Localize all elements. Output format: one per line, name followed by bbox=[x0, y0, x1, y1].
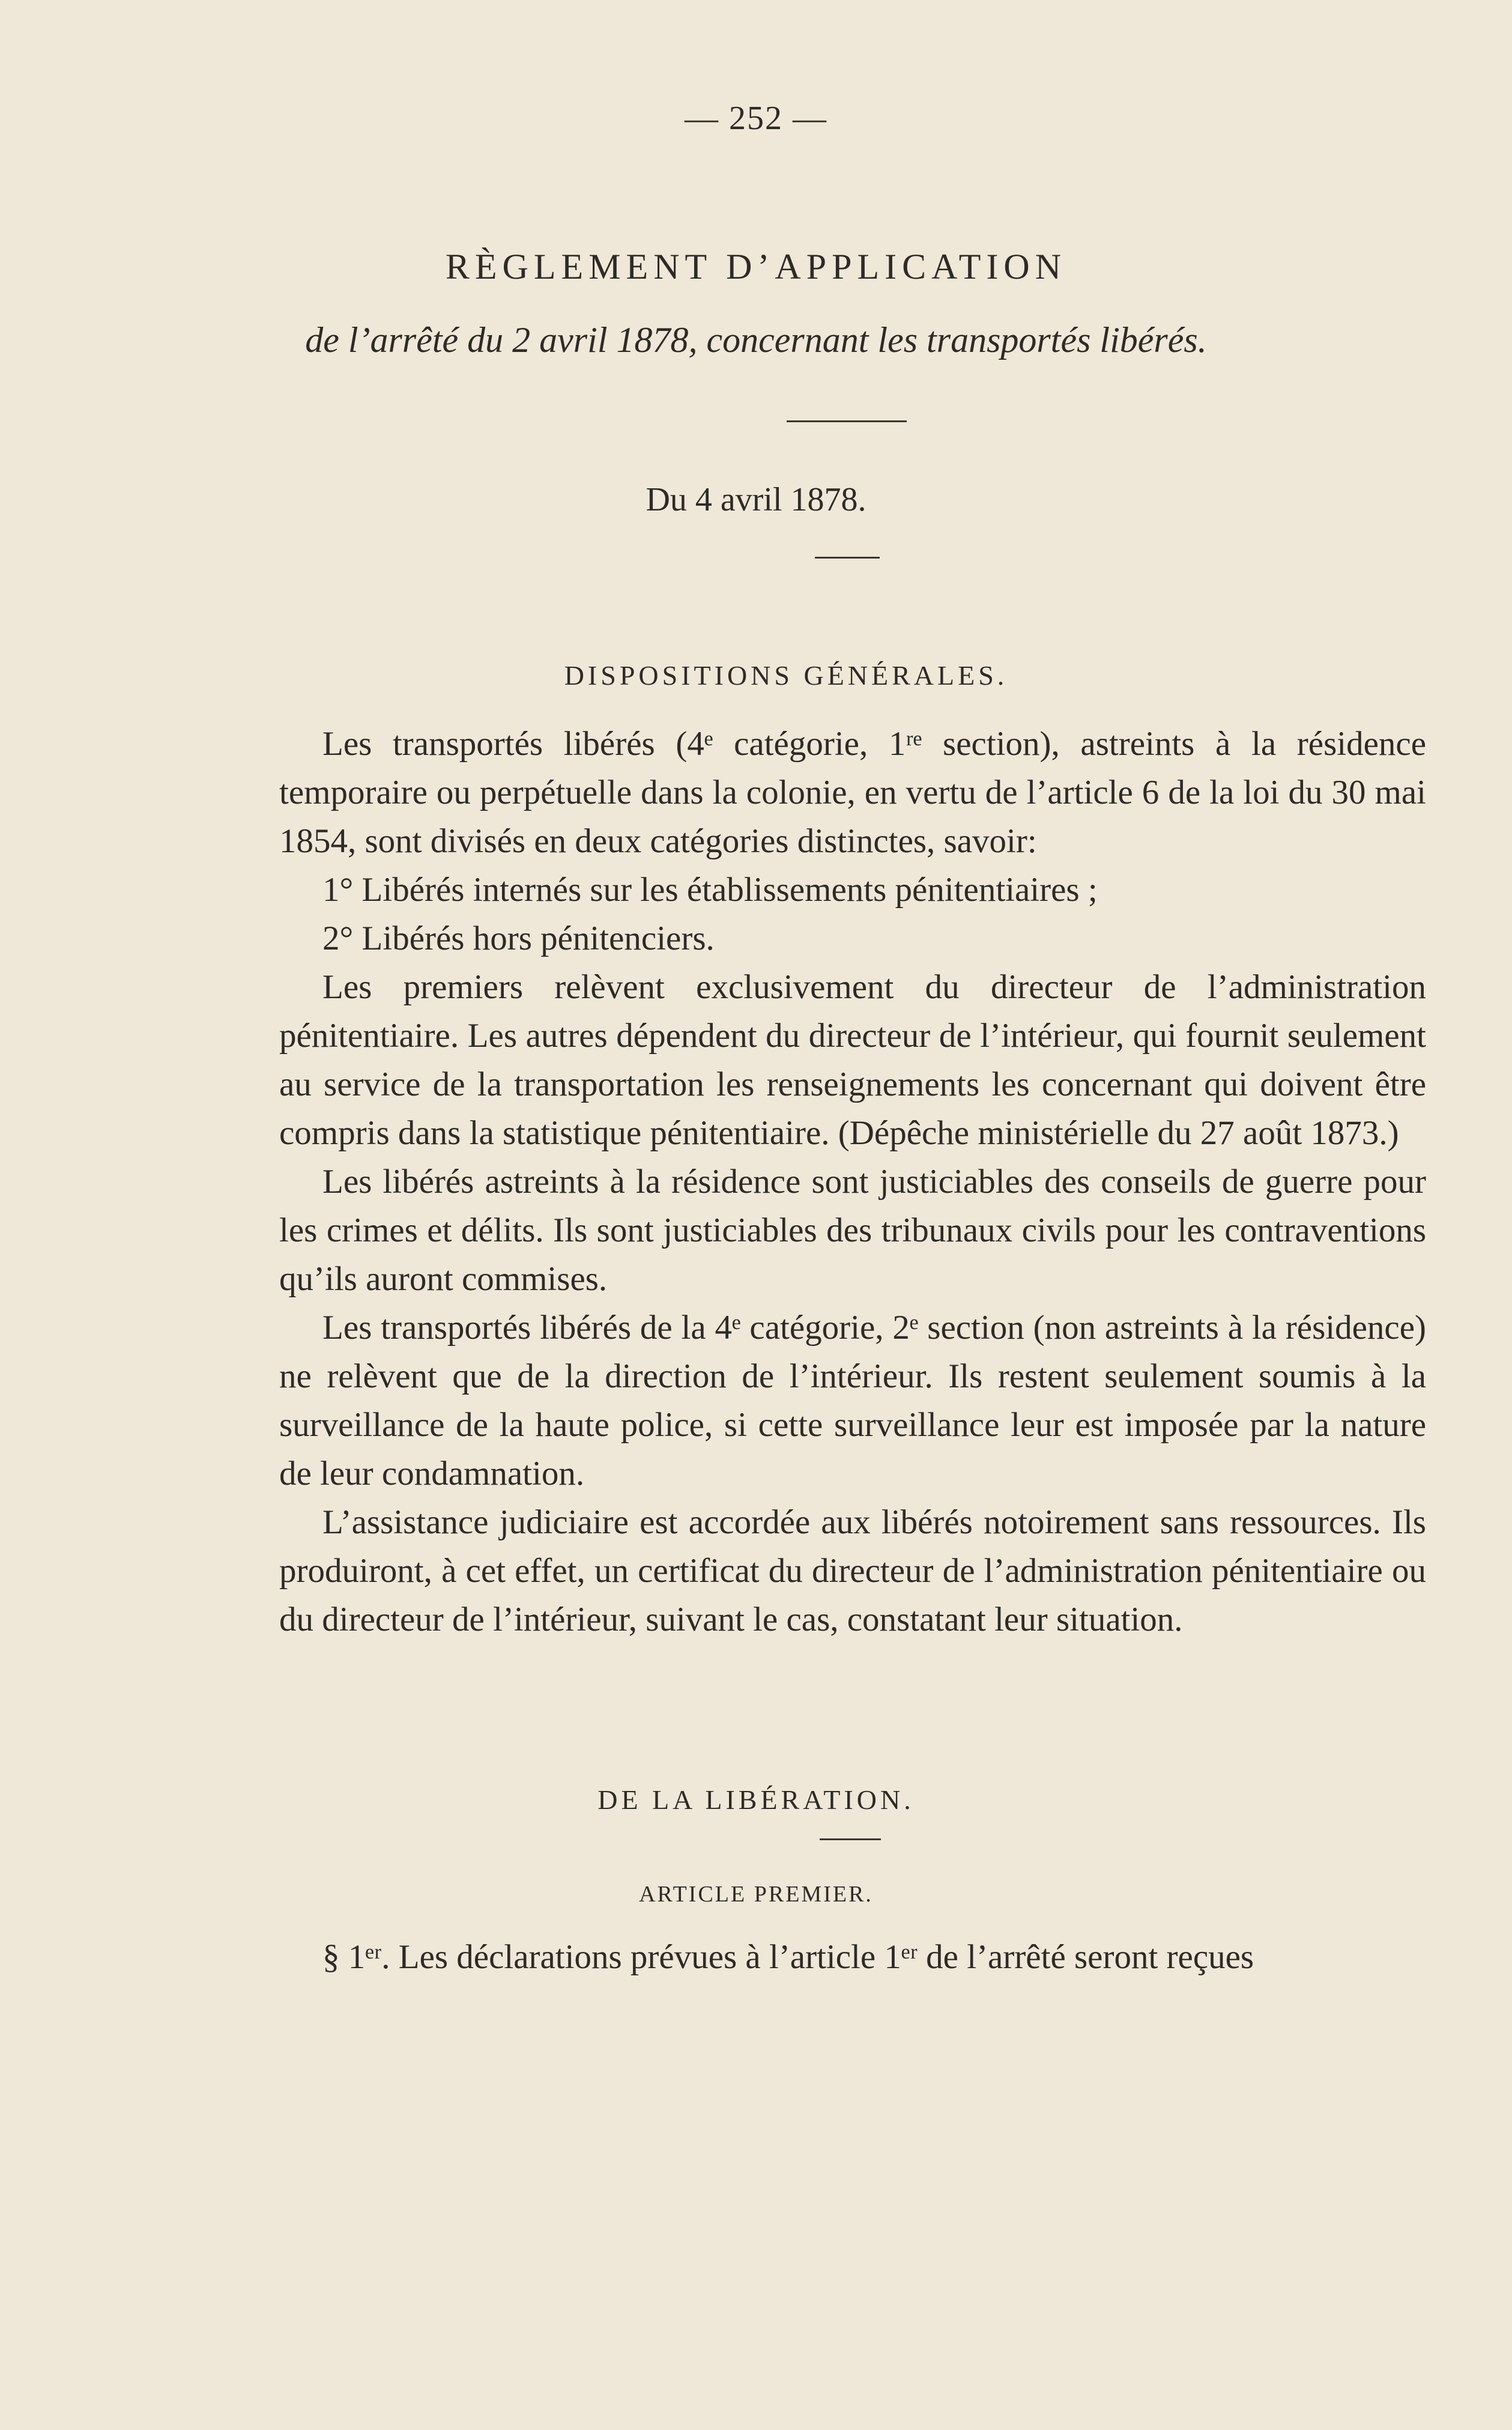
paragraph: Les premiers relèvent exclusivement du directeur de l’administration pénitentiaire. Les autres dépendent du directeur de l’intérieur, qui fournit seulement au service de la transportation les renseignements les concernant qui doivent être compris dans la statistique pénitentiaire. (Dépêche ministérielle du 27 août 1873.) bbox=[279, 968, 1426, 1152]
body-text-article bbox=[279, 1933, 1426, 1981]
body-text-general bbox=[279, 720, 1426, 963]
paragraph: Les transportés libérés de la 4ᵉ catégorie, 2ᵉ section (non astreints à la résidence) ne relèvent que de la direction de l’intérieur. Ils restent seulement soumis à la surveillance de la haute police, si cette surveillance leur est imposée par la nature de leur condamnation. bbox=[279, 1309, 1426, 1492]
date-line: Du 4 avril 1878. bbox=[646, 481, 866, 518]
paragraph: Les libérés astreints à la résidence sont justiciables des conseils de guerre pour les crimes et délits. Ils sont justiciables des tribunaux civils pour les contraventions qu’ils auront commises. bbox=[279, 1163, 1426, 1298]
list-item: 2° Libérés hors pénitenciers. bbox=[322, 920, 715, 957]
list-item: 1° Libérés internés sur les établissements pénitentiaires ; bbox=[322, 871, 1098, 909]
article-heading: ARTICLE PREMIER. bbox=[639, 1882, 873, 1907]
paragraph: L’assistance judiciaire est accordée aux libérés notoirement sans ressources. Ils produiront, à cet effet, un certificat du directeur de l’administration pénitentiaire ou du directeur de l’intérieur, suivant le cas, constatant leur situation. bbox=[279, 1503, 1426, 1638]
paragraph: § 1ᵉʳ. Les déclarations prévues à l’article 1ᵉʳ de l’arrêté seront reçues bbox=[322, 1938, 1254, 1976]
divider-rule bbox=[787, 420, 907, 422]
document-title: RÈGLEMENT D’APPLICATION bbox=[445, 247, 1067, 286]
divider-rule bbox=[815, 557, 880, 559]
divider-rule bbox=[820, 1838, 881, 1840]
body-text-details bbox=[279, 963, 1426, 1644]
page-number: — 252 — bbox=[685, 100, 827, 137]
section-heading-liberation: DE LA LIBÉRATION. bbox=[597, 1784, 915, 1815]
section-heading-general: DISPOSITIONS GÉNÉRALES. bbox=[564, 660, 1008, 691]
document-subtitle: de l’arrêté du 2 avril 1878, concernant les transportés libérés. bbox=[305, 320, 1207, 360]
paragraph: Les transportés libérés (4ᵉ catégorie, 1ʳᵉ section), astreints à la résidence temporaire ou perpétuelle dans la colonie, en vertu de l’article 6 de la loi du 30 mai 1854, sont divisés en deux catégories distinctes, savoir: bbox=[279, 725, 1426, 860]
